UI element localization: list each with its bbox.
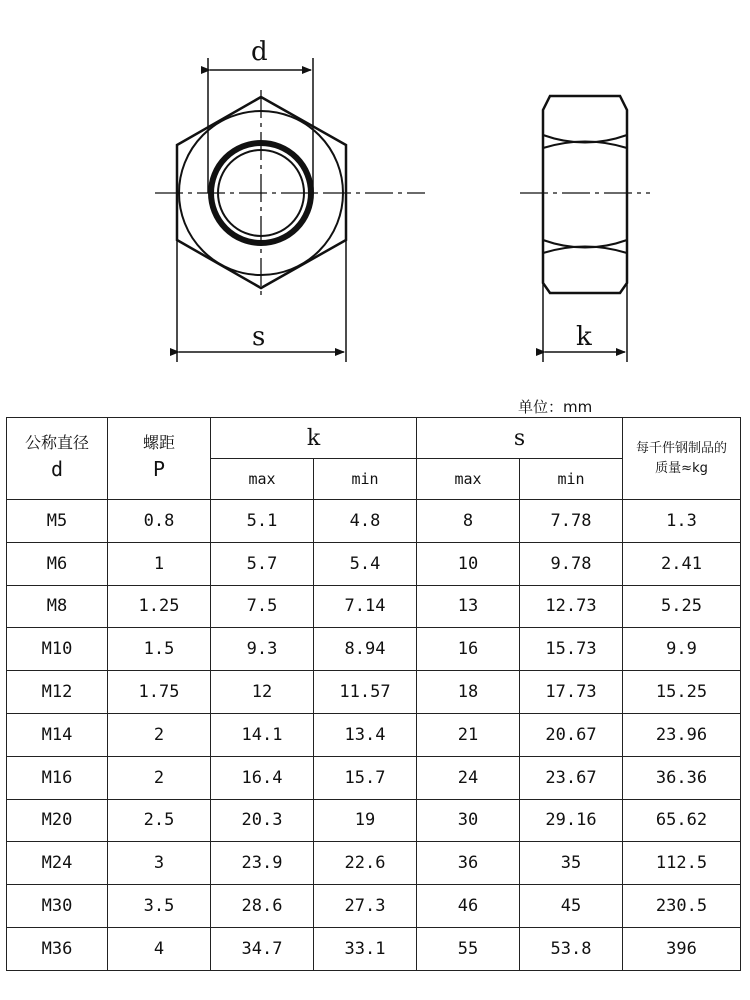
table-row (7, 671, 741, 714)
cell-mass: 36.36 (623, 756, 741, 799)
cell-pitch: 2 (108, 756, 211, 799)
table-row (7, 713, 741, 756)
cell-pitch: 3 (108, 842, 211, 885)
cell-s-min: 9.78 (520, 542, 623, 585)
header-k-max (211, 459, 314, 500)
header-s-min-label: min (557, 470, 585, 488)
cell-s-min: 45 (520, 885, 623, 928)
d-label: d (251, 37, 268, 67)
cell-pitch: 1 (108, 542, 211, 585)
header-row-1 (7, 418, 741, 459)
cell-pitch: 1.25 (108, 585, 211, 628)
cell-mass: 23.96 (623, 713, 741, 756)
table-row (7, 842, 741, 885)
cell-s-min: 23.67 (520, 756, 623, 799)
cell-pitch: 2 (108, 713, 211, 756)
header-mass (623, 418, 741, 500)
cell-s-max: 13 (417, 585, 520, 628)
front-view (155, 37, 425, 362)
cell-s-min: 29.16 (520, 799, 623, 842)
cell-s-max: 16 (417, 628, 520, 671)
cell-k-max: 14.1 (211, 713, 314, 756)
cell-k-max: 28.6 (211, 885, 314, 928)
cell-s-max: 46 (417, 885, 520, 928)
cell-s-max: 30 (417, 799, 520, 842)
cell-pitch: 0.8 (108, 500, 211, 543)
cell-pitch: 1.5 (108, 628, 211, 671)
cell-mass: 15.25 (623, 671, 741, 714)
cell-k-max: 5.1 (211, 500, 314, 543)
cell-s-min: 12.73 (520, 585, 623, 628)
cell-k-max: 7.5 (211, 585, 314, 628)
table-row (7, 585, 741, 628)
k-label: k (576, 322, 592, 352)
cell-s-max: 36 (417, 842, 520, 885)
table-row (7, 799, 741, 842)
cell-k-max: 5.7 (211, 542, 314, 585)
cell-k-min: 7.14 (314, 585, 417, 628)
cell-k-min: 13.4 (314, 713, 417, 756)
cell-mass: 2.41 (623, 542, 741, 585)
header-k-label: k (306, 425, 321, 451)
cell-k-max: 23.9 (211, 842, 314, 885)
header-mass-line2: 质量≈kg (655, 460, 708, 476)
header-nominal-diameter-cn: 公称直径 (24, 433, 89, 453)
cell-s-max: 8 (417, 500, 520, 543)
header-s (417, 418, 623, 459)
header-pitch (108, 418, 211, 500)
cell-nominal-diameter: M20 (7, 799, 108, 842)
cell-nominal-diameter: M24 (7, 842, 108, 885)
cell-k-min: 8.94 (314, 628, 417, 671)
header-s-max (417, 459, 520, 500)
cell-k-min: 4.8 (314, 500, 417, 543)
cell-s-min: 20.67 (520, 713, 623, 756)
nut-spec-table (6, 417, 741, 971)
header-k (211, 418, 417, 459)
cell-k-max: 12 (211, 671, 314, 714)
header-k-max-label: max (248, 470, 276, 488)
cell-pitch: 2.5 (108, 799, 211, 842)
cell-k-min: 5.4 (314, 542, 417, 585)
header-k-min-label: min (351, 470, 379, 488)
cell-s-max: 55 (417, 927, 520, 970)
cell-s-max: 21 (417, 713, 520, 756)
cell-nominal-diameter: M14 (7, 713, 108, 756)
cell-s-max: 18 (417, 671, 520, 714)
cell-mass: 9.9 (623, 628, 741, 671)
cell-nominal-diameter: M8 (7, 585, 108, 628)
header-pitch-cn: 螺距 (142, 433, 175, 453)
header-mass-line1: 每千件钢制品的 (636, 441, 728, 456)
cell-s-min: 7.78 (520, 500, 623, 543)
cell-k-min: 11.57 (314, 671, 417, 714)
cell-s-max: 24 (417, 756, 520, 799)
cell-mass: 230.5 (623, 885, 741, 928)
cell-s-min: 35 (520, 842, 623, 885)
side-outline (543, 96, 627, 293)
cell-k-max: 34.7 (211, 927, 314, 970)
cell-k-min: 19 (314, 799, 417, 842)
hex-nut-drawing (0, 0, 750, 390)
cell-nominal-diameter: M5 (7, 500, 108, 543)
header-k-min (314, 459, 417, 500)
cell-k-max: 20.3 (211, 799, 314, 842)
cell-nominal-diameter: M30 (7, 885, 108, 928)
unit-note: 单位：mm (518, 398, 593, 416)
cell-nominal-diameter: M10 (7, 628, 108, 671)
header-s-label: s (513, 425, 526, 451)
table-row (7, 756, 741, 799)
cell-mass: 5.25 (623, 585, 741, 628)
cell-mass: 1.3 (623, 500, 741, 543)
side-bottom-face (543, 247, 627, 254)
header-nominal-diameter (7, 418, 108, 500)
cell-k-min: 15.7 (314, 756, 417, 799)
cell-k-min: 33.1 (314, 927, 417, 970)
table-row (7, 542, 741, 585)
s-label: s (252, 322, 266, 352)
cell-s-min: 53.8 (520, 927, 623, 970)
side-middle-face (543, 142, 627, 149)
header-s-min (520, 459, 623, 500)
table-row (7, 927, 741, 970)
table-row (7, 628, 741, 671)
cell-k-min: 22.6 (314, 842, 417, 885)
table-row (7, 885, 741, 928)
cell-pitch: 1.75 (108, 671, 211, 714)
cell-mass: 396 (623, 927, 741, 970)
cell-mass: 65.62 (623, 799, 741, 842)
header-nominal-diameter-sym: d (50, 456, 64, 481)
header-s-max-label: max (454, 470, 482, 488)
cell-k-max: 16.4 (211, 756, 314, 799)
side-view (520, 96, 650, 362)
cell-k-max: 9.3 (211, 628, 314, 671)
cell-nominal-diameter: M6 (7, 542, 108, 585)
table-row (7, 500, 741, 543)
cell-s-min: 17.73 (520, 671, 623, 714)
cell-s-max: 10 (417, 542, 520, 585)
cell-k-min: 27.3 (314, 885, 417, 928)
cell-nominal-diameter: M16 (7, 756, 108, 799)
header-pitch-sym: P (152, 456, 166, 481)
cell-nominal-diameter: M36 (7, 927, 108, 970)
cell-mass: 112.5 (623, 842, 741, 885)
cell-nominal-diameter: M12 (7, 671, 108, 714)
cell-pitch: 3.5 (108, 885, 211, 928)
cell-pitch: 4 (108, 927, 211, 970)
cell-s-min: 15.73 (520, 628, 623, 671)
